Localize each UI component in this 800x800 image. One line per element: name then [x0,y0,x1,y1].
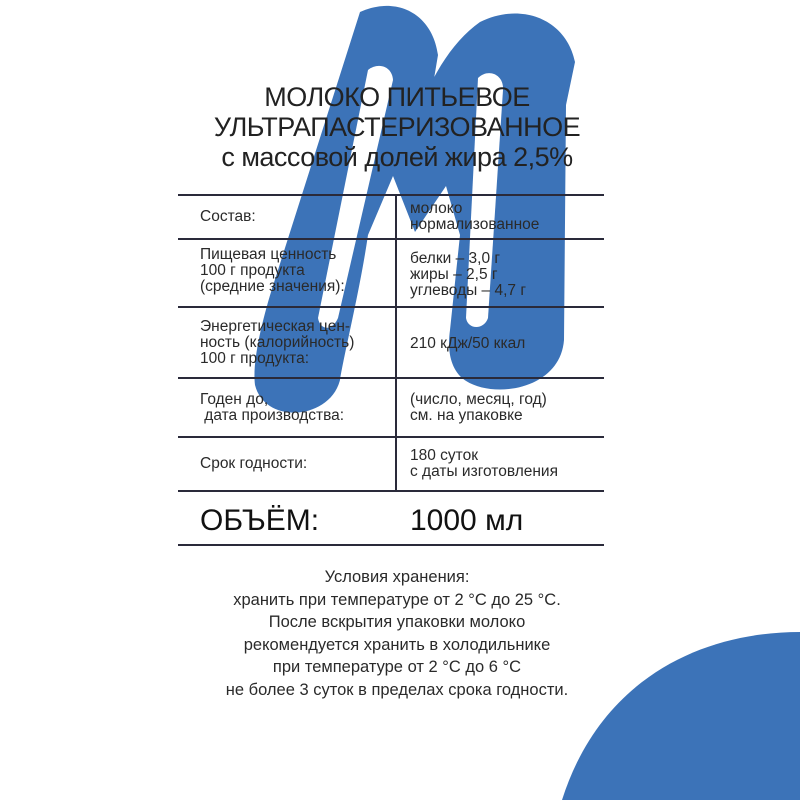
expiry-value: (число, месяц, год) см. на упаковке [410,391,547,424]
storage-line: рекомендуется хранить в холодильнике [243,636,551,654]
storage-line: не более 3 суток в пределах срока годности. [225,681,569,699]
table-divider [178,544,604,546]
energy-value: 210 кДж/50 ккал [410,335,526,352]
volume-label: ОБЪЁМ: [200,504,320,537]
storage-line: хранить при температуре от 2 °C до 25 °C. [233,591,561,609]
volume-value: 1000 мл [410,504,524,537]
nutrition-label: Пищевая ценность 100 г продукта (средние значения): [200,246,345,295]
expiry-label: Годен до, дата производства: [200,391,345,424]
shelf-life-label: Срок годности: [200,455,308,472]
composition-label: Состав: [200,208,256,225]
shelf-life-value: 180 суток с даты изготовления [410,447,558,480]
nutrition-value: белки – 3,0 г жиры – 2,5 г углеводы – 4,7 г [410,250,526,299]
storage-line: Условия хранения: [324,568,470,586]
product-title-line-1: МОЛОКО ПИТЬЕВОЕ [264,82,530,112]
product-title-line-3: с массовой долей жира 2,5% [221,142,573,172]
composition-value: молоко нормализованное [410,200,540,233]
table-column-divider [395,194,397,492]
table-divider [178,306,604,308]
table-divider [178,377,604,379]
table-divider [178,490,604,492]
storage-line: После вскрытия упаковки молоко [268,613,526,631]
table-divider [178,194,604,196]
product-title-line-2: УЛЬТРАПАСТЕРИЗОВАННОЕ [213,112,581,142]
storage-line: при температуре от 2 °C до 6 °C [272,658,522,676]
table-divider [178,238,604,240]
energy-label: Энергетическая цен- ность (калорийность) 100 г продукта: [200,318,355,367]
table-divider [178,436,604,438]
